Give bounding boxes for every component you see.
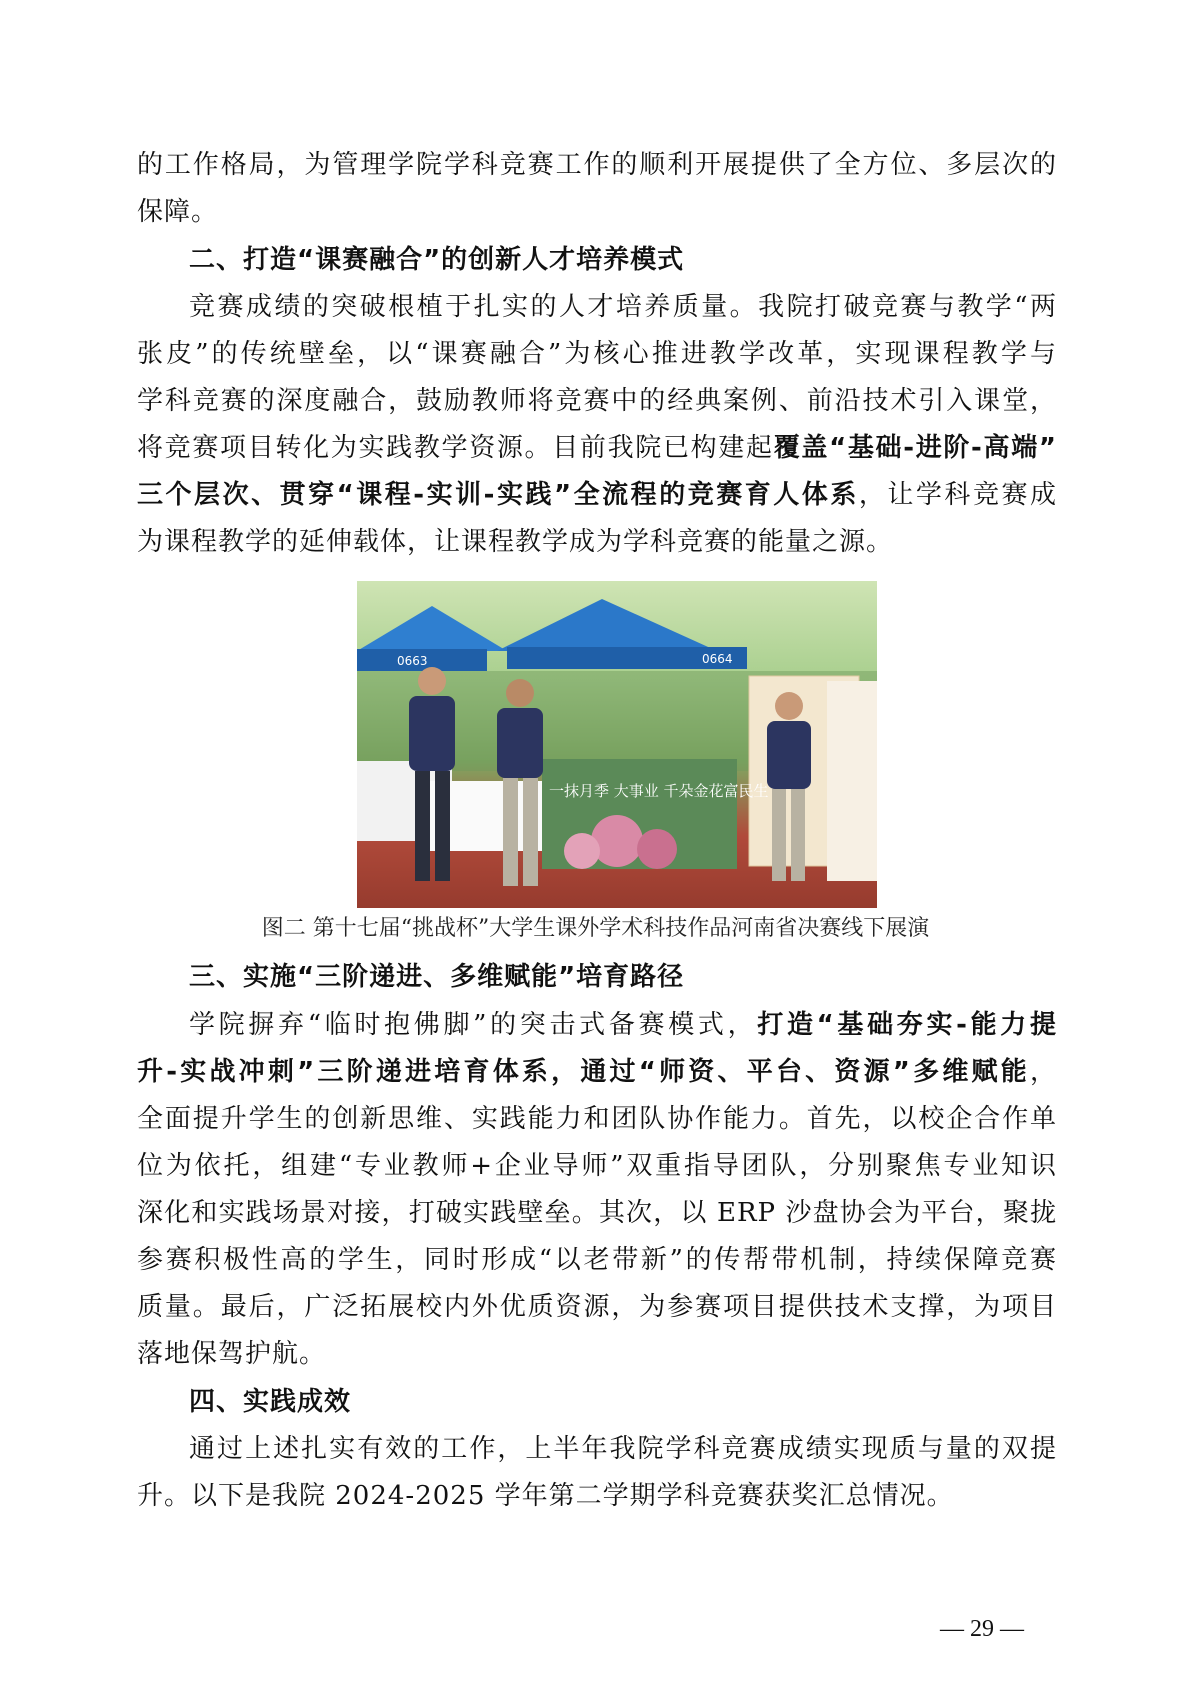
booth-number-right: 0664 — [702, 652, 733, 666]
paragraph-line: 深化和实践场景对接，打破实践壁垒。其次，以 ERP 沙盘协会为平台，聚拢 — [137, 1198, 1057, 1228]
text-run: 学院摒弃“临时抱佛脚”的突击式备赛模式， — [189, 1010, 758, 1040]
booth-number-left: 0663 — [397, 654, 428, 668]
tent-canopy-right — [497, 599, 717, 651]
paragraph-line: 的工作格局，为管理学院学科竞赛工作的顺利开展提供了全方位、多层次的 — [137, 150, 1057, 180]
paragraph-line — [137, 1049, 1057, 1096]
section-heading-4: 四、实践成效 — [189, 1387, 352, 1417]
paragraph-line: 落地保驾护航。 — [137, 1339, 327, 1369]
banner-text: 一抹月季 大事业 千朵金花富民生 — [549, 782, 769, 800]
text-run: ， — [1029, 1057, 1057, 1087]
flower — [591, 815, 643, 867]
paragraph-line: 通过上述扎实有效的工作，上半年我院学科竞赛成绩实现质与量的双提 — [189, 1434, 1057, 1464]
poster-board — [827, 681, 877, 881]
paragraph-line — [137, 472, 1057, 519]
paragraph-line — [189, 1002, 1057, 1049]
paragraph-line: 升。以下是我院 2024-2025 学年第二学期学科竞赛获奖汇总情况。 — [137, 1481, 954, 1511]
bold-text: 升-实战冲刺”三阶递进培育体系，通过“师资、平台、资源”多维赋能 — [137, 1057, 1030, 1087]
paragraph-line: 学科竞赛的深度融合，鼓励教师将竞赛中的经典案例、前沿技术引入课堂， — [137, 386, 1057, 416]
figure-caption: 图二 第十七届“挑战杯”大学生课外学术科技作品河南省决赛线下展演 — [261, 916, 930, 941]
paragraph-line — [137, 425, 1057, 472]
page-number: — 29 — — [940, 1616, 1024, 1642]
paragraph-line: 保障。 — [137, 197, 219, 227]
bold-text: 覆盖“基础-进阶-高端” — [773, 433, 1057, 463]
flower — [564, 833, 600, 869]
photo-illustration — [357, 581, 877, 908]
paragraph-line: 参赛积极性高的学生，同时形成“以老带新”的传帮带机制，持续保障竞赛 — [137, 1245, 1057, 1275]
section-heading-3: 三、实施“三阶递进、多维赋能”培育路径 — [189, 962, 685, 992]
paragraph-line: 质量。最后，广泛拓展校内外优质资源，为参赛项目提供技术支撑，为项目 — [137, 1292, 1057, 1322]
section-heading-2: 二、打造“课赛融合”的创新人才培养模式 — [189, 245, 685, 275]
paragraph-line: 全面提升学生的创新思维、实践能力和团队协作能力。首先，以校企合作单 — [137, 1104, 1057, 1134]
paragraph-line: 为课程教学的延伸载体，让课程教学成为学科竞赛的能量之源。 — [137, 527, 894, 557]
text-run: ，让学科竞赛成 — [858, 480, 1057, 510]
paragraph-line: 张皮”的传统壁垒，以“课赛融合”为核心推进教学改革，实现课程教学与 — [137, 339, 1057, 369]
bold-text: 三个层次、贯穿“课程-实训-实践”全流程的竞赛育人体系 — [137, 480, 859, 510]
bold-text: 打造“基础夯实-能力提 — [757, 1010, 1057, 1040]
text-run: 将竞赛项目转化为实践教学资源。目前我院已构建起 — [137, 433, 774, 463]
paragraph-line: 位为依托，组建“专业教师+企业导师”双重指导团队，分别聚焦专业知识 — [137, 1151, 1057, 1181]
tent-canopy-left — [357, 606, 507, 651]
event-photo — [357, 581, 877, 908]
paragraph-line: 竞赛成绩的突破根植于扎实的人才培养质量。我院打破竞赛与教学“两 — [189, 292, 1057, 322]
flower — [637, 829, 677, 869]
